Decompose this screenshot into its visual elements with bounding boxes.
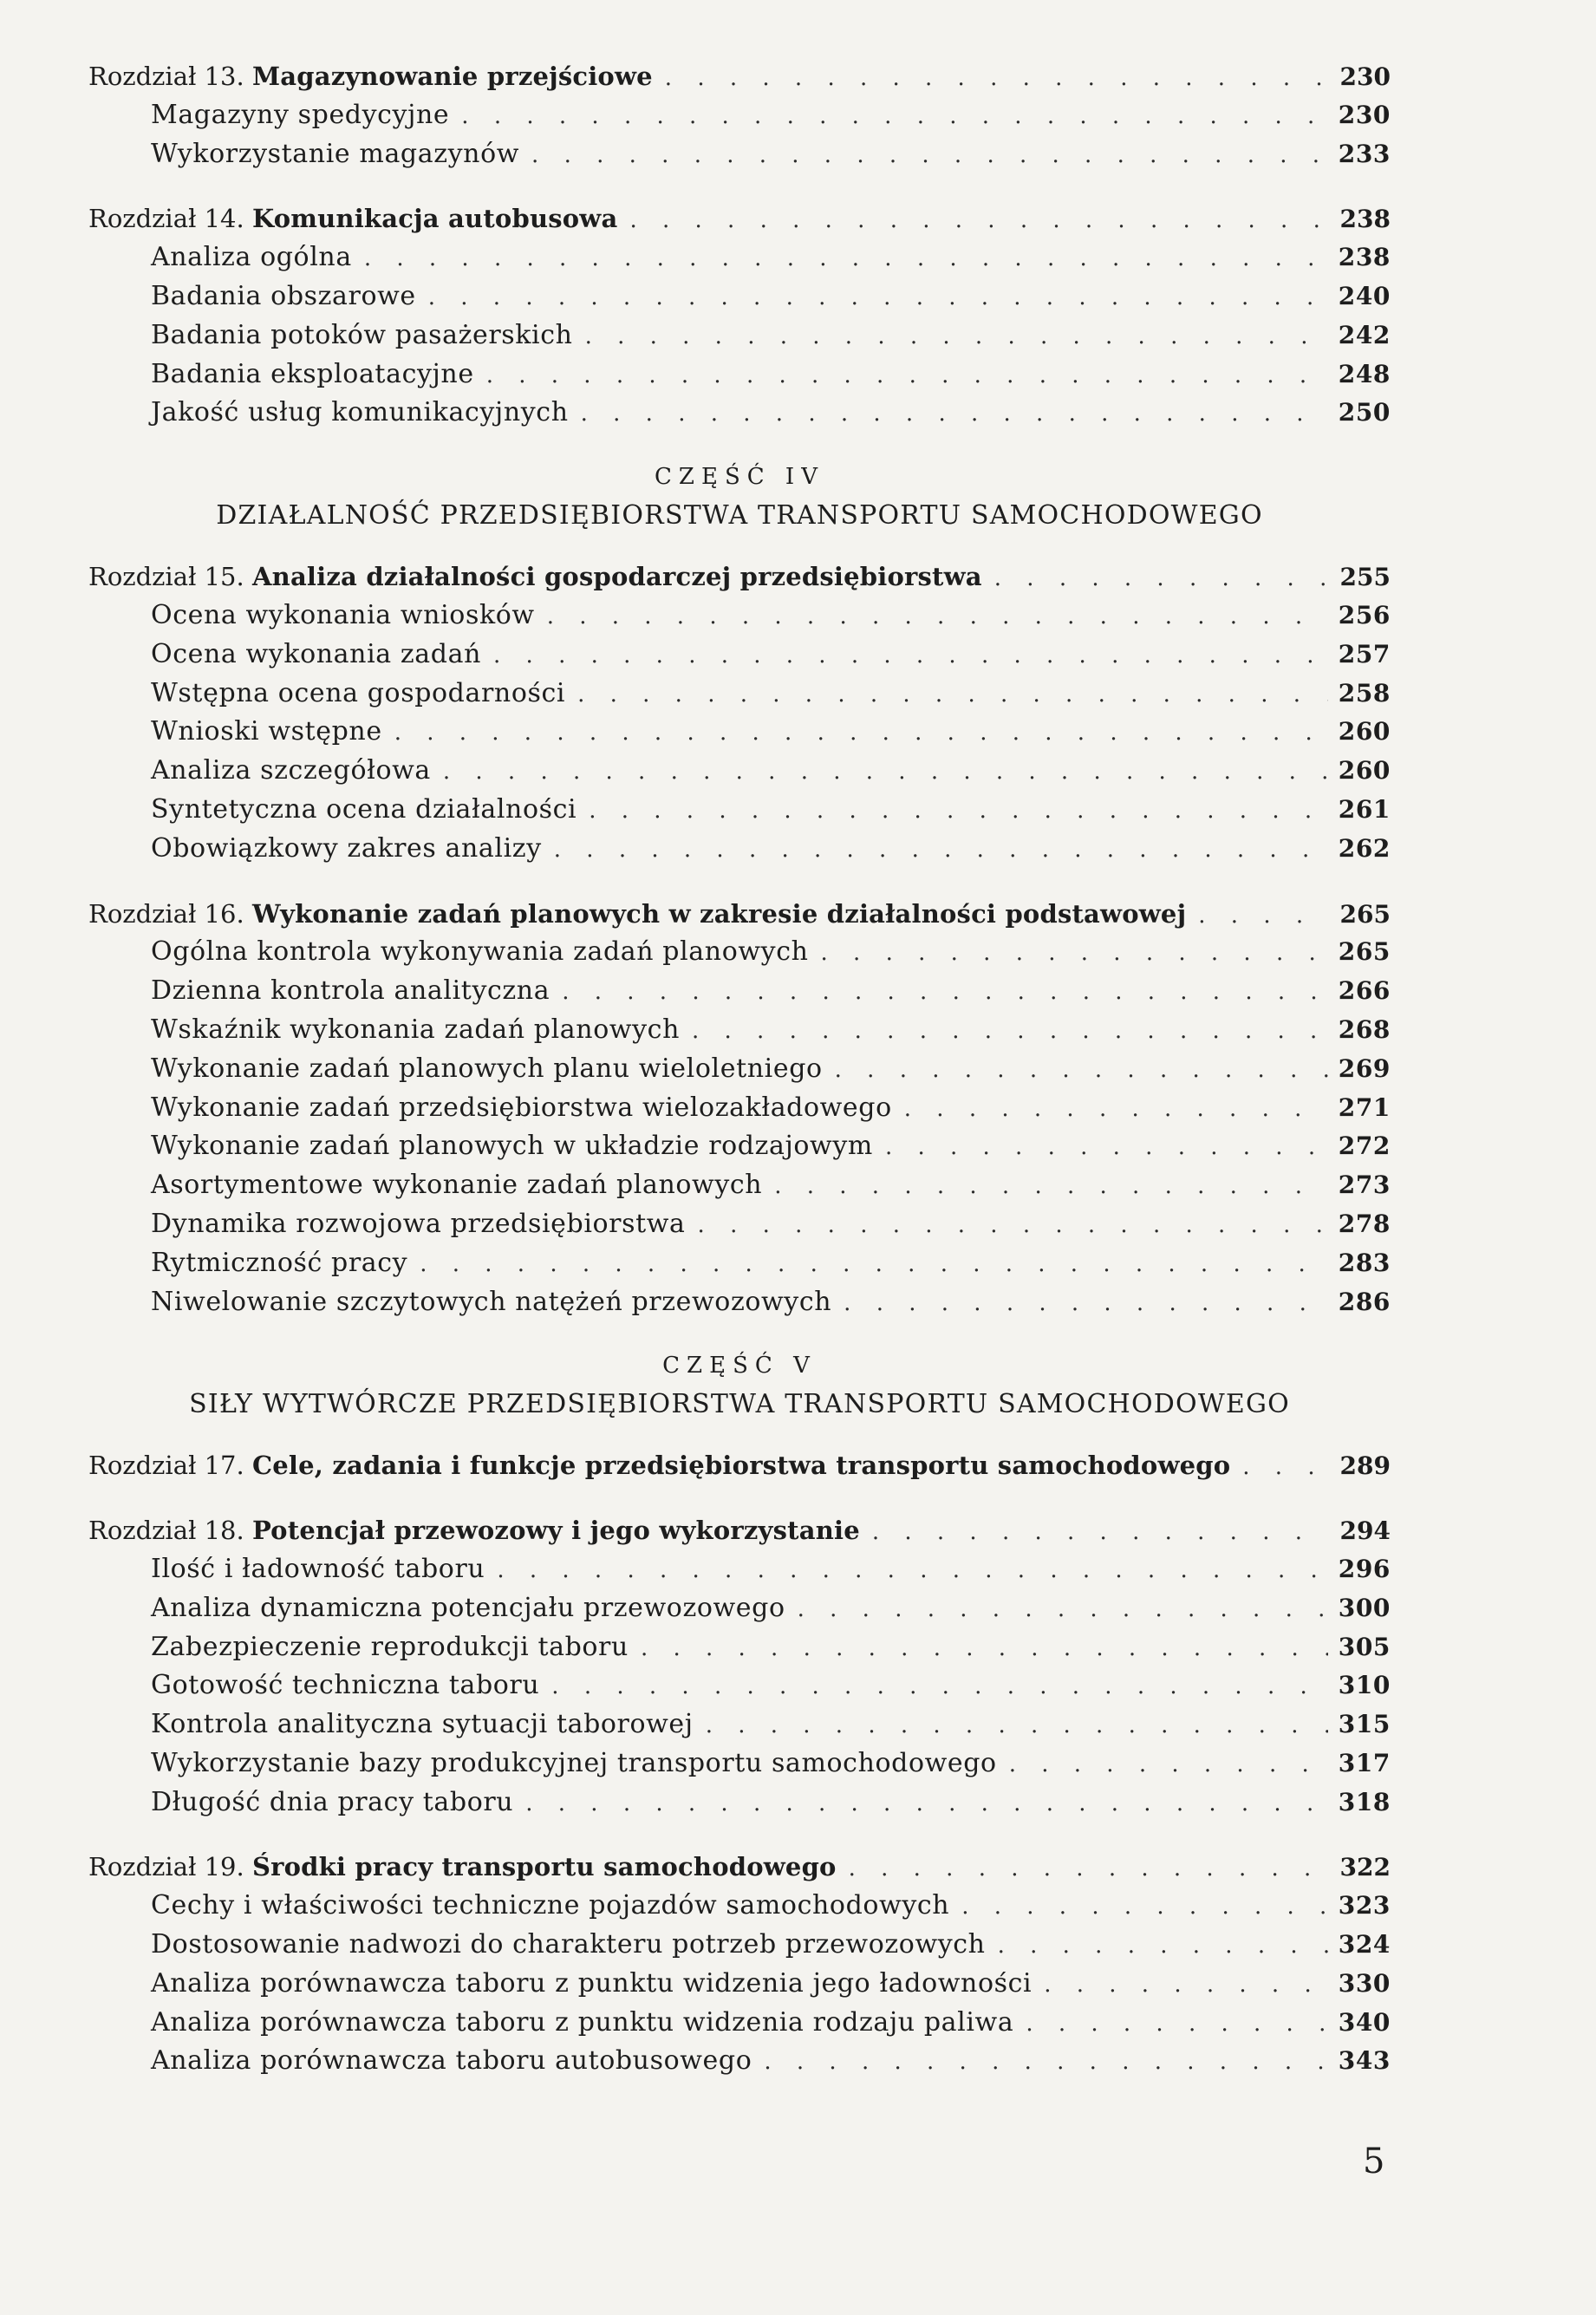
- chapter-entry: [88, 199, 1391, 238]
- section-page-number: 324: [1338, 1930, 1391, 1960]
- section-page-number: 260: [1338, 756, 1391, 786]
- section-page-number: 305: [1338, 1632, 1391, 1661]
- section-page-number: 310: [1338, 1671, 1391, 1700]
- section-entry: [88, 1089, 1391, 1128]
- chapter-entry: [88, 1848, 1391, 1887]
- section-entry: [88, 1744, 1391, 1784]
- chapter-label: [88, 57, 653, 96]
- section-entry: [88, 96, 1391, 135]
- section-page-number: 340: [1338, 2007, 1391, 2037]
- section-title: Cechy i właściwości techniczne pojazdów samochodowych: [151, 1890, 950, 1921]
- section-title: Wskaźnik wykonania zadań planowych: [151, 1014, 680, 1045]
- section-entry: [88, 316, 1391, 355]
- toc-group-part-iii-end: [88, 57, 1391, 433]
- dot-leader: [428, 278, 1328, 317]
- dot-leader: [497, 1551, 1328, 1590]
- section-entry: [88, 238, 1391, 277]
- dot-leader: [698, 1206, 1328, 1245]
- dot-leader: [629, 201, 1328, 240]
- dot-leader: [554, 831, 1328, 870]
- dot-leader: [849, 1849, 1328, 1888]
- toc-group-part-iv: [88, 558, 1391, 1321]
- section-title: Ocena wykonania zadań: [151, 638, 482, 669]
- section-title: Ocena wykonania wniosków: [151, 599, 535, 630]
- dot-leader: [641, 1629, 1328, 1668]
- chapter-number: Rozdział 14.: [88, 204, 244, 234]
- section-page-number: 257: [1338, 639, 1391, 668]
- chapter-title: Potencjał przewozowy i jego wykorzystanie: [251, 1516, 860, 1546]
- chapter-block: [88, 1511, 1391, 1822]
- chapter-label: [88, 1848, 837, 1887]
- part-iv-title: DZIAŁALNOŚĆ PRZEDSIĘBIORSTWA TRANSPORTU SAMOCHODOWEGO: [216, 500, 1263, 531]
- section-page-number: 261: [1338, 794, 1391, 824]
- section-title: Jakość usług komunikacyjnych: [151, 397, 569, 428]
- section-entry: [88, 675, 1391, 714]
- dot-leader: [706, 1706, 1328, 1745]
- section-title: Ogólna kontrola wykonywania zadań planowych: [151, 936, 809, 968]
- section-entry: [88, 933, 1391, 972]
- dot-leader: [589, 792, 1328, 831]
- dot-leader: [577, 675, 1328, 714]
- section-title: Wnioski wstępne: [151, 716, 382, 747]
- section-entry: [88, 713, 1391, 752]
- part-v-heading: [88, 1347, 1391, 1425]
- dot-leader: [872, 1513, 1328, 1552]
- section-title: Wykorzystanie bazy produkcyjnej transportu samochodowego: [151, 1747, 997, 1778]
- section-title: Analiza ogólna: [151, 242, 352, 273]
- dot-leader: [1026, 2005, 1328, 2044]
- dot-leader: [692, 1012, 1328, 1051]
- chapter-number: Rozdział 17.: [88, 1451, 244, 1481]
- dot-leader: [364, 239, 1328, 278]
- section-entry: [88, 355, 1391, 395]
- chapter-number: Rozdział 18.: [88, 1516, 244, 1546]
- dot-leader: [998, 1927, 1328, 1966]
- section-title: Niwelowanie szczytowych natężeń przewozowych: [151, 1286, 832, 1317]
- section-entry: [88, 1887, 1391, 1926]
- dot-leader: [547, 597, 1328, 636]
- section-entry: [88, 791, 1391, 830]
- section-title: Wykonanie zadań przedsiębiorstwa wielozakładowego: [151, 1092, 892, 1123]
- section-entry: [88, 1011, 1391, 1050]
- section-title: Dynamika rozwojowa przedsiębiorstwa: [151, 1208, 686, 1239]
- section-page-number: 273: [1338, 1171, 1391, 1200]
- section-page-number: 256: [1338, 600, 1391, 629]
- page-number: 5: [1363, 2142, 1385, 2181]
- chapter-label: [88, 558, 982, 597]
- section-title: Badania potoków pasażerskich: [151, 319, 573, 350]
- section-title: Analiza szczegółowa: [151, 755, 431, 786]
- dot-leader: [531, 136, 1328, 175]
- section-entry: [88, 1244, 1391, 1283]
- dot-leader: [885, 1128, 1328, 1167]
- section-page-number: 343: [1338, 2046, 1391, 2076]
- chapter-title: Cele, zadania i funkcje przedsiębiorstwa transportu samochodowego: [251, 1451, 1231, 1481]
- section-title: Wykonanie zadań planowych w układzie rodzajowym: [151, 1131, 873, 1162]
- section-entry: [88, 830, 1391, 869]
- section-title: Ilość i ładowność taboru: [151, 1553, 485, 1584]
- chapter-title: Analiza działalności gospodarczej przedsiębiorstwa: [251, 562, 982, 592]
- dot-leader: [585, 317, 1328, 356]
- chapter-label: [88, 895, 1186, 934]
- dot-leader: [904, 1090, 1328, 1129]
- chapter-label: [88, 1446, 1230, 1485]
- section-title: Badania eksploatacyjne: [151, 358, 474, 389]
- section-title: Kontrola analityczna sytuacji taborowej: [151, 1709, 694, 1740]
- section-page-number: 296: [1338, 1554, 1391, 1583]
- section-page-number: 318: [1338, 1787, 1391, 1816]
- chapter-entry: [88, 895, 1391, 934]
- chapter-page-number: 238: [1339, 205, 1391, 234]
- section-title: Dzienna kontrola analityczna: [151, 975, 550, 1007]
- section-entry: [88, 1166, 1391, 1205]
- section-title: Wykonanie zadań planowych planu wieloletniego: [151, 1053, 823, 1084]
- part-v-label: CZĘŚĆ V: [662, 1353, 817, 1379]
- section-page-number: 268: [1338, 1014, 1391, 1044]
- section-title: Dostosowanie nadwozi do charakteru potrzeb przewozowych: [151, 1929, 986, 1960]
- section-page-number: 278: [1338, 1209, 1391, 1238]
- section-title: Wykorzystanie magazynów: [151, 138, 520, 169]
- chapter-page-number: 322: [1339, 1853, 1391, 1882]
- section-entry: [88, 972, 1391, 1011]
- part-v-title: SIŁY WYTWÓRCZE PRZEDSIĘBIORSTWA TRANSPORTU SAMOCHODOWEGO: [189, 1389, 1290, 1420]
- chapter-title: Środki pracy transportu samochodowego: [251, 1852, 837, 1882]
- chapter-title: Magazynowanie przejściowe: [251, 62, 653, 91]
- section-entry: [88, 597, 1391, 636]
- dot-leader: [665, 59, 1328, 98]
- chapter-block: [88, 1848, 1391, 2081]
- section-title: Badania obszarowe: [151, 280, 416, 311]
- dot-leader: [1242, 1448, 1328, 1487]
- part-iv-label: CZĘŚĆ IV: [655, 464, 824, 491]
- dot-leader: [443, 753, 1328, 792]
- section-title: Analiza porównawcza taboru z punktu widzenia rodzaju paliwa: [151, 2006, 1014, 2038]
- section-page-number: 272: [1338, 1131, 1391, 1161]
- section-page-number: 300: [1338, 1593, 1391, 1622]
- section-entry: [88, 1205, 1391, 1244]
- dot-leader: [420, 1245, 1328, 1284]
- chapter-block: [88, 1446, 1391, 1485]
- dot-leader: [394, 714, 1328, 753]
- chapter-page-number: 265: [1339, 899, 1391, 929]
- chapter-number: Rozdział 16.: [88, 898, 244, 929]
- dot-leader: [562, 973, 1328, 1012]
- dot-leader: [1198, 897, 1328, 936]
- dot-leader: [551, 1667, 1328, 1706]
- section-entry: [88, 1628, 1391, 1667]
- section-page-number: 266: [1338, 976, 1391, 1006]
- dot-leader: [525, 1784, 1328, 1823]
- section-page-number: 265: [1338, 937, 1391, 967]
- section-page-number: 315: [1338, 1710, 1391, 1739]
- section-entry: [88, 135, 1391, 174]
- section-title: Rytmiczność pracy: [151, 1247, 408, 1278]
- dot-leader: [961, 1888, 1328, 1927]
- section-title: Gotowość techniczna taboru: [151, 1670, 540, 1701]
- chapter-number: Rozdział 15.: [88, 562, 244, 592]
- toc-group-part-v: [88, 1446, 1391, 2081]
- section-entry: [88, 394, 1391, 433]
- section-entry: [88, 2004, 1391, 2043]
- section-entry: [88, 2042, 1391, 2081]
- chapter-label: [88, 199, 617, 238]
- dot-leader: [821, 934, 1328, 973]
- section-page-number: 317: [1338, 1748, 1391, 1777]
- dot-leader: [835, 1051, 1328, 1090]
- dot-leader: [1009, 1745, 1328, 1784]
- section-entry: [88, 1127, 1391, 1166]
- section-page-number: 262: [1338, 833, 1391, 863]
- section-entry: [88, 1050, 1391, 1089]
- section-page-number: 240: [1338, 281, 1391, 310]
- section-page-number: 286: [1338, 1287, 1391, 1316]
- section-entry: [88, 277, 1391, 316]
- section-title: Analiza porównawcza taboru autobusowego: [151, 2045, 752, 2077]
- chapter-number: Rozdział 19.: [88, 1852, 244, 1882]
- section-title: Analiza porównawcza taboru z punktu widzenia jego ładowności: [151, 1967, 1033, 1999]
- chapter-entry: [88, 1446, 1391, 1485]
- section-entry: [88, 1283, 1391, 1322]
- dot-leader: [994, 559, 1328, 598]
- section-page-number: 323: [1338, 1891, 1391, 1920]
- chapter-page-number: 230: [1339, 62, 1391, 91]
- section-title: Zabezpieczenie reprodukcji taboru: [151, 1631, 629, 1662]
- chapter-number: Rozdział 13.: [88, 62, 244, 91]
- section-title: Syntetyczna ocena działalności: [151, 793, 577, 825]
- dot-leader: [581, 395, 1328, 434]
- dot-leader: [1044, 1966, 1328, 2005]
- chapter-entry: [88, 558, 1391, 597]
- section-title: Asortymentowe wykonanie zadań planowych: [151, 1170, 763, 1201]
- chapter-block: [88, 895, 1391, 1322]
- section-title: Długość dnia pracy taboru: [151, 1786, 514, 1817]
- chapter-entry: [88, 1511, 1391, 1550]
- chapter-block: [88, 199, 1391, 433]
- section-page-number: 330: [1338, 1968, 1391, 1998]
- dot-leader: [844, 1284, 1328, 1323]
- chapter-page-number: 289: [1339, 1451, 1391, 1481]
- dot-leader: [486, 356, 1328, 395]
- section-entry: [88, 1926, 1391, 1965]
- section-entry: [88, 1965, 1391, 2004]
- section-entry: [88, 1784, 1391, 1823]
- dot-leader: [764, 2043, 1328, 2082]
- section-page-number: 258: [1338, 678, 1391, 708]
- section-title: Analiza dynamiczna potencjału przewozowego: [151, 1592, 785, 1623]
- chapter-label: [88, 1511, 860, 1550]
- section-title: Wstępna ocena gospodarności: [151, 677, 566, 708]
- section-page-number: 250: [1338, 398, 1391, 427]
- section-page-number: 283: [1338, 1248, 1391, 1277]
- section-page-number: 230: [1338, 100, 1391, 129]
- part-iv-heading: [88, 459, 1391, 537]
- dot-leader: [493, 636, 1328, 675]
- dot-leader: [774, 1167, 1328, 1206]
- chapter-page-number: 255: [1339, 563, 1391, 592]
- section-title: Magazyny spedycyjne: [151, 99, 450, 130]
- section-page-number: 271: [1338, 1092, 1391, 1122]
- section-page-number: 233: [1338, 139, 1391, 168]
- section-entry: [88, 1666, 1391, 1705]
- dot-leader: [461, 97, 1328, 136]
- section-entry: [88, 1589, 1391, 1628]
- chapter-entry: [88, 57, 1391, 96]
- section-page-number: 269: [1338, 1053, 1391, 1083]
- section-page-number: 260: [1338, 717, 1391, 747]
- section-page-number: 238: [1338, 243, 1391, 272]
- section-entry: [88, 752, 1391, 791]
- section-entry: [88, 1705, 1391, 1744]
- chapter-title: Wykonanie zadań planowych w zakresie działalności podstawowej: [251, 898, 1187, 929]
- section-page-number: 248: [1338, 359, 1391, 388]
- dot-leader: [798, 1590, 1328, 1629]
- chapter-block: [88, 57, 1391, 173]
- section-page-number: 242: [1338, 320, 1391, 349]
- section-entry: [88, 636, 1391, 675]
- section-entry: [88, 1550, 1391, 1589]
- section-title: Obowiązkowy zakres analizy: [151, 832, 542, 864]
- table-of-contents: [88, 57, 1391, 2107]
- chapter-title: Komunikacja autobusowa: [251, 204, 618, 234]
- chapter-page-number: 294: [1339, 1516, 1391, 1546]
- chapter-block: [88, 558, 1391, 868]
